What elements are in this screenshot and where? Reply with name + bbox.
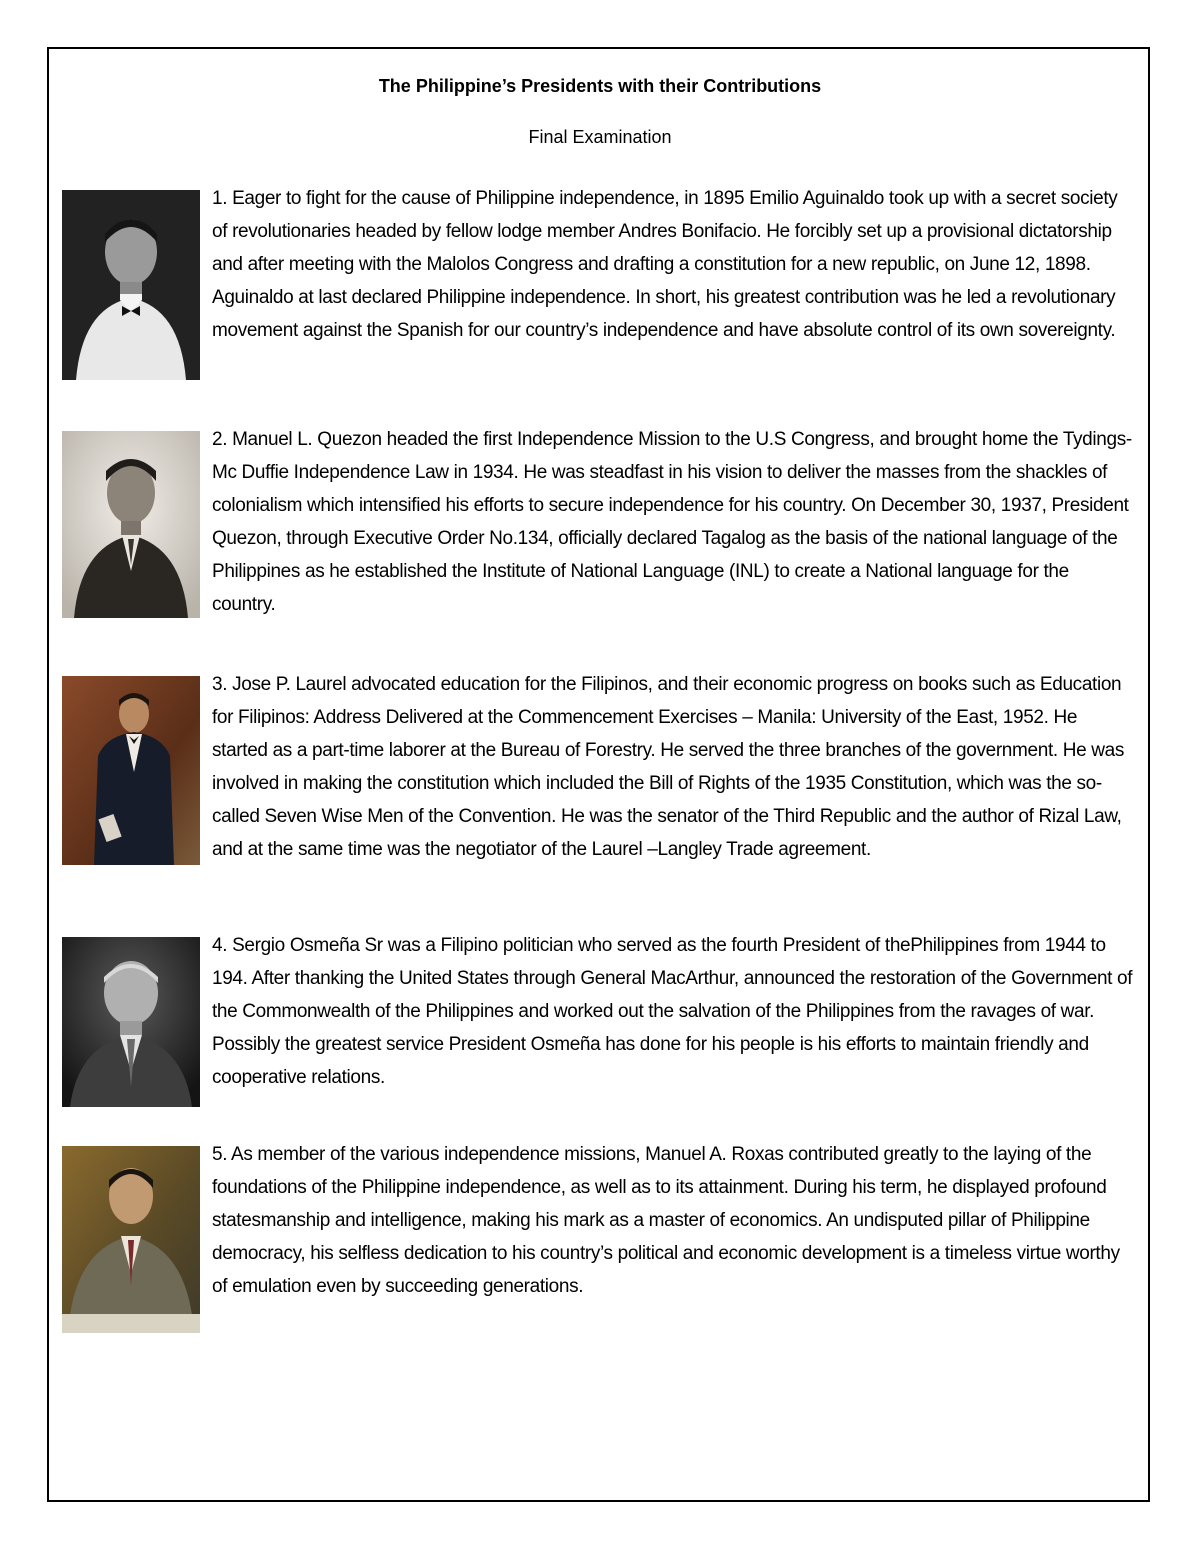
contribution-text: 5. As member of the various independence missions, Manuel A. Roxas contributed greatly to the laying of the foundations of the Philippine independence, as well as to its attainment. During his term, he displayed profound statesmanship and intelligence, making his mark as a master of economics. An undisputed pillar of Philippine democracy, his selfless dedication to his country’s political and economic development is a timeless virtue worthy of emulation even by succeeding generations. — [212, 1144, 1120, 1297]
portrait-image — [62, 937, 200, 1107]
portrait-photo-quezon — [62, 431, 200, 618]
portrait-image — [62, 676, 200, 865]
portrait-photo-aguinaldo — [62, 190, 200, 380]
portrait-photo-osmena — [62, 937, 200, 1107]
contribution-text: 4. Sergio Osmeña Sr was a Filipino politician who served as the fourth President of thePhilippines from 1944 to 194. After thanking the United States through General MacArthur, announced the restoration of the Government of the Commonwealth of the Philippines and worked out the salvation of the Philippines from the ravages of war. Possibly the greatest service President Osmeña has done for his people is his efforts to maintain friendly and cooperative relations. — [212, 935, 1133, 1088]
document-title: The Philippine’s Presidents with their Contributions — [378, 76, 822, 96]
portrait-image — [62, 1146, 200, 1333]
contribution-text: 2. Manuel L. Quezon headed the first Independence Mission to the U.S Congress, and brought home the Tydings- Mc Duffie Independence Law in 1934. He was steadfast in his vision to deliver the masses from the shackles of colonialism which intensified his efforts to secure independence for his country. On December 30, 1937, President Quezon, through Executive Order No.134, officially declared Tagalog as the basis of the national language of the Philippines as he established the Institute of National Language (INL) to create a National language for the country. — [212, 429, 1132, 615]
portrait-image — [62, 431, 200, 618]
document-subtitle: Final Examination — [528, 127, 672, 147]
contribution-text: 1. Eager to fight for the cause of Philippine independence, in 1895 Emilio Aguinaldo took up with a secret society of revolutionaries headed by fellow lodge member Andres Bonifacio. He forcibly set up a provisional dictatorship and after meeting with the Malolos Congress and drafting a constitution for a new republic, on June 12, 1898. Aguinaldo at last declared Philippine independence. In short, his greatest contribution was he led a revolutionary movement against the Spanish for our country’s independence and have absolute control of its own sovereignty. — [212, 188, 1118, 341]
contribution-text: 3. Jose P. Laurel advocated education for the Filipinos, and their economic progress on books such as Education for Filipinos: Address Delivered at the Commencement Exercises – Manila: University of the East, 1952. He started as a part-time laborer at the Bureau of Forestry. He served the three branches of the government. He was involved in making the constitution which included the Bill of Rights of the 1935 Constitution, which was the so-called Seven Wise Men of the Convention. He was the senator of the Third Republic and the author of Rizal Law, and at the same time was the negotiator of the Laurel –Langley Trade agreement. — [212, 674, 1124, 860]
portrait-painting-laurel — [62, 676, 200, 865]
portrait-image — [62, 190, 200, 380]
portrait-painting-roxas — [62, 1146, 200, 1333]
